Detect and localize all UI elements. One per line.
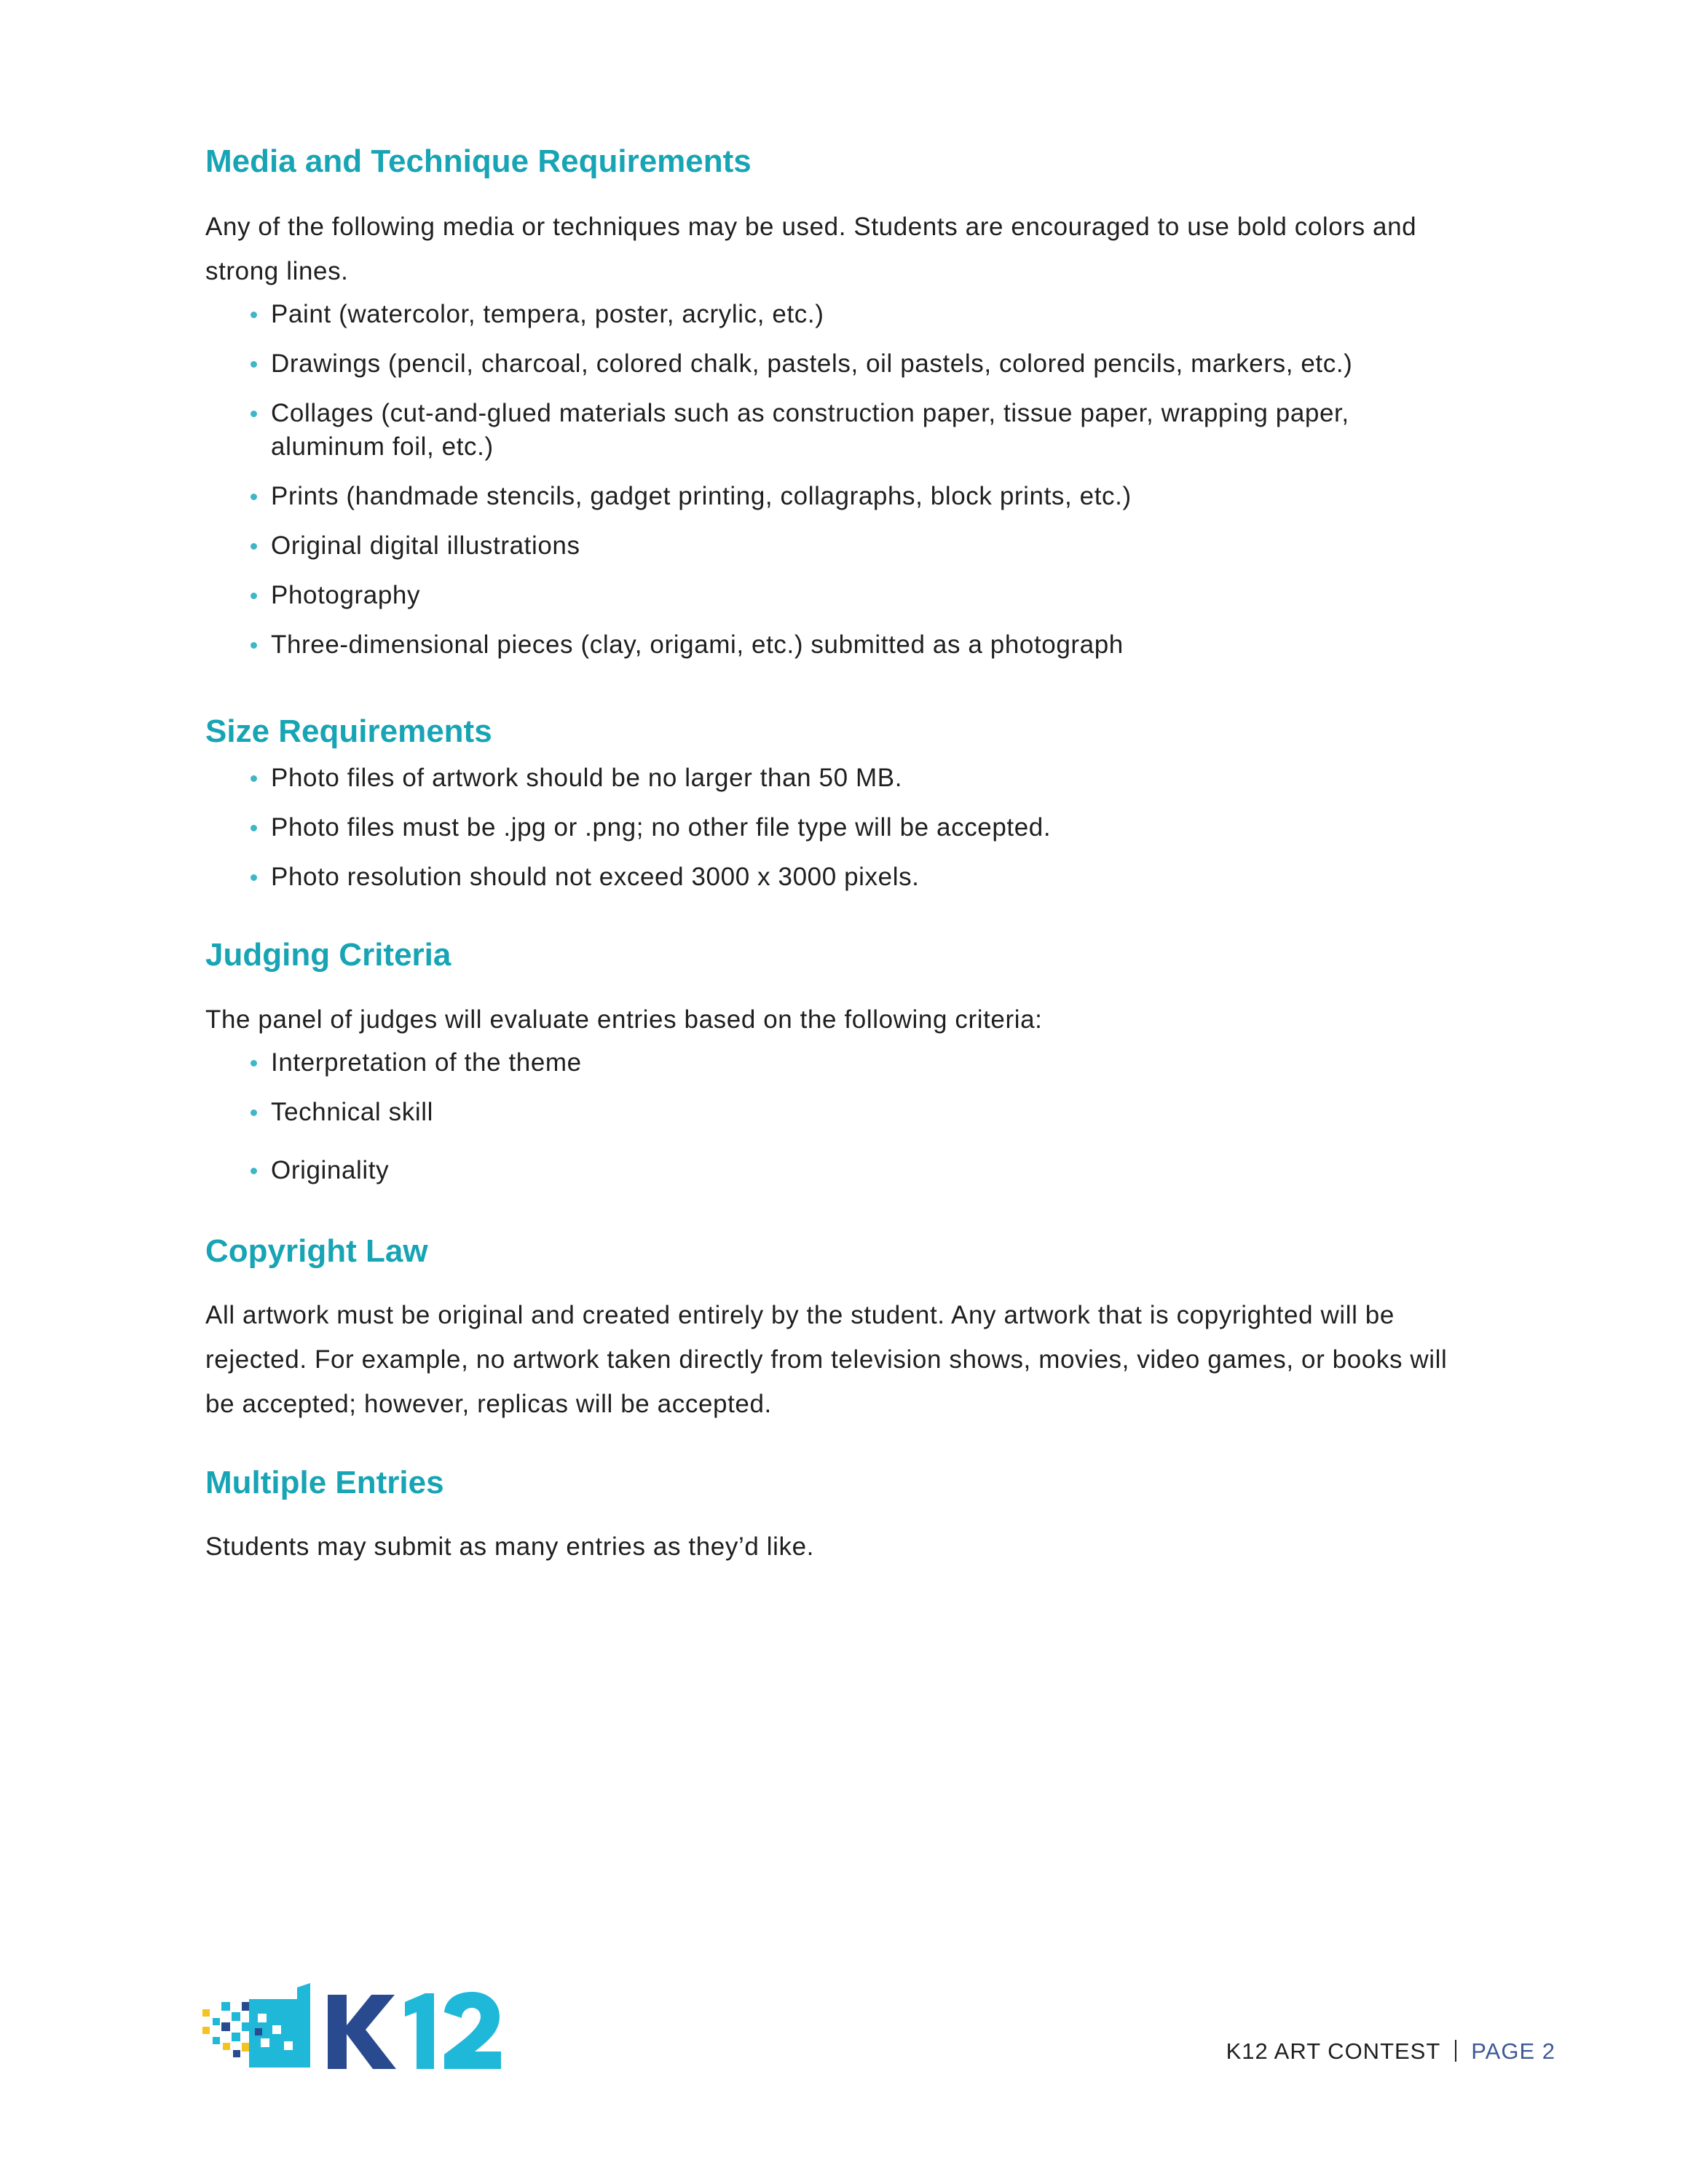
footer-contest-title: K12 ART CONTEST: [1226, 2038, 1441, 2064]
bullet-icon: [251, 312, 257, 318]
bullet-icon: [251, 494, 257, 500]
k12-logo: [202, 1980, 508, 2082]
list-item: [271, 579, 1502, 612]
list-item-text: Prints (handmade stencils, gadget printing, collagraphs, block prints, etc.): [271, 481, 1132, 510]
list-item-text: Photo resolution should not exceed 3000 x 3000 pixels.: [271, 862, 920, 891]
section-intro: Any of the following media or techniques may be used. Students are encouraged to use bold colors and strong lines.: [205, 212, 1417, 285]
list-item-text: Paint (watercolor, tempera, poster, acrylic, etc.): [271, 299, 824, 328]
bullet-icon: [251, 1060, 257, 1067]
list-item: [271, 811, 1502, 844]
list-item: [271, 529, 1502, 563]
bullet-icon: [251, 361, 257, 368]
footer-divider: [1455, 2040, 1456, 2062]
section-size-requirements: [205, 713, 1502, 894]
section-copyright-law: [205, 1233, 1502, 1426]
list-item-text: Drawings (pencil, charcoal, colored chalk, pastels, oil pastels, colored pencils, markers, etc.): [271, 349, 1353, 378]
footer: [1226, 2038, 1555, 2065]
list-item: [271, 480, 1502, 513]
bullet-icon: [251, 642, 257, 649]
section-intro: The panel of judges will evaluate entries based on the following criteria:: [205, 1005, 1043, 1034]
bullet-icon: [251, 593, 257, 599]
section-body: Students may submit as many entries as they’d like.: [205, 1532, 814, 1561]
list-item: [271, 1154, 1502, 1187]
list-item: [271, 347, 1502, 381]
section-heading: Copyright Law: [205, 1233, 428, 1270]
section-heading: Size Requirements: [205, 713, 492, 749]
page-number: PAGE 2: [1471, 2038, 1555, 2064]
section-heading: Multiple Entries: [205, 1465, 444, 1501]
list-item: [271, 1046, 1502, 1080]
list-item-text: Photo files must be .jpg or .png; no other file type will be accepted.: [271, 812, 1052, 842]
list-item: [271, 397, 1414, 464]
section-body: All artwork must be original and created entirely by the student. Any artwork that is copyrighted will be rejected. For example, no artwork taken directly from television shows, movies, video games, or books will be accepted; however, replicas will be accepted.: [205, 1301, 1448, 1419]
k12-logo-icon: [202, 1980, 508, 2082]
list-item: [271, 1096, 1502, 1129]
list-item-text: Photography: [271, 580, 421, 609]
list-item-text: Original digital illustrations: [271, 531, 580, 560]
section-heading: Judging Criteria: [205, 936, 451, 973]
list-item-text: Photo files of artwork should be no larger than 50 MB.: [271, 763, 903, 792]
bullet-list: [205, 1046, 1502, 1187]
list-item-text: Originality: [271, 1156, 390, 1185]
bullet-icon: [251, 825, 257, 831]
list-item-text: Technical skill: [271, 1098, 433, 1127]
list-item-text: Three-dimensional pieces (clay, origami, etc.) submitted as a photograph: [271, 630, 1124, 659]
bullet-icon: [251, 1168, 257, 1174]
bullet-icon: [251, 874, 257, 881]
bullet-icon: [251, 775, 257, 782]
bullet-icon: [251, 1109, 257, 1116]
list-item: [271, 628, 1502, 662]
list-item: [271, 298, 1502, 331]
section-multiple-entries: [205, 1464, 1502, 1569]
list-item-text: Collages (cut-and-glued materials such as construction paper, tissue paper, wrapping paper, aluminum foil, etc.): [271, 398, 1349, 461]
bullet-icon: [251, 411, 257, 417]
bullet-list: [205, 298, 1502, 662]
bullet-icon: [251, 543, 257, 550]
section-media-technique: [205, 143, 1502, 662]
page-content: [205, 143, 1502, 1569]
bullet-list: [205, 761, 1502, 894]
list-item-text: Interpretation of the theme: [271, 1048, 582, 1077]
section-heading: Media and Technique Requirements: [205, 143, 752, 179]
list-item: [271, 761, 1502, 795]
list-item: [271, 860, 1502, 894]
section-judging-criteria: [205, 936, 1502, 1188]
